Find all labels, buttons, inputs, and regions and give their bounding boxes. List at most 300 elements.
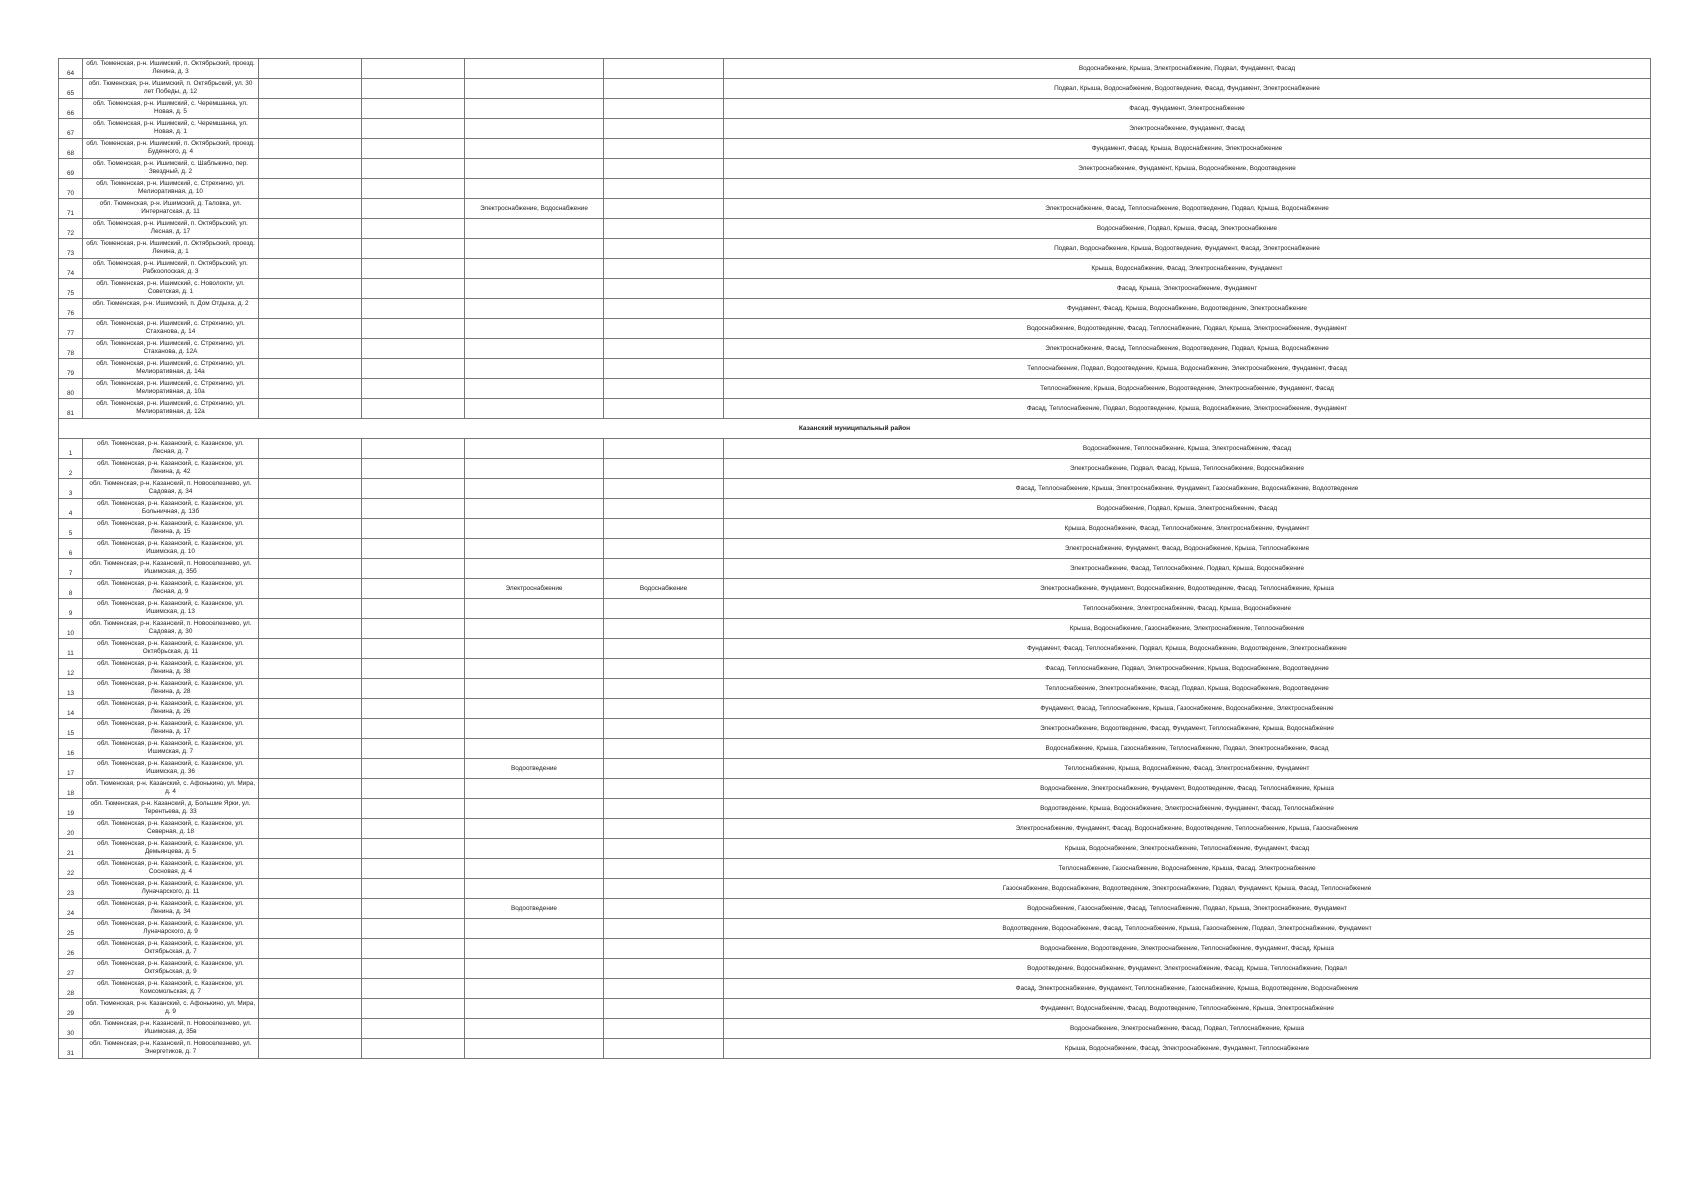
column-6-cell [604,959,724,979]
column-4-cell [362,779,465,799]
column-5-cell [465,959,604,979]
table-row [59,639,1651,659]
column-4-cell [362,899,465,919]
row-number-cell: 13 [59,679,83,699]
column-4-cell [362,939,465,959]
column-3-cell [259,159,362,179]
address-cell: обл. Тюменская, р-н. Казанский, с. Казанское, ул. Комсомольская, д. 7 [83,979,259,999]
column-4-cell [362,539,465,559]
column-6-cell [604,99,724,119]
column-3-cell [259,999,362,1019]
table-row [59,79,1651,99]
column-4-cell [362,339,465,359]
document-page [58,58,1650,1059]
column-3-cell [259,439,362,459]
address-cell: обл. Тюменская, р-н. Ишимский, п. Октябрьский, проезд. Ленина, д. 1 [83,239,259,259]
works-list-cell: Электроснабжение, Фундамент, Фасад [724,119,1651,139]
column-6-cell [604,979,724,999]
table-row [59,559,1651,579]
row-number-cell: 69 [59,159,83,179]
column-4-cell [362,179,465,199]
column-3-cell [259,739,362,759]
column-5-cell: Водоотведение [465,759,604,779]
column-5-cell [465,839,604,859]
column-6-cell [604,479,724,499]
column-3-cell [259,119,362,139]
column-5-cell [465,1039,604,1059]
works-list-cell: Фасад, Электроснабжение, Фундамент, Теплоснабжение, Газоснабжение, Крыша, Водоотведение, Водоснабжение [724,979,1651,999]
address-cell: обл. Тюменская, р-н. Казанский, с. Казанское, ул. Ленина, д. 26 [83,699,259,719]
column-6-cell [604,499,724,519]
address-cell: обл. Тюменская, р-н. Казанский, с. Казанское, ул. Больничная, д. 13б [83,499,259,519]
table-row [59,919,1651,939]
row-number-cell: 73 [59,239,83,259]
column-5-cell [465,339,604,359]
column-6-cell [604,719,724,739]
column-3-cell [259,359,362,379]
column-3-cell [259,539,362,559]
section-title: Казанский муниципальный район [59,419,1651,439]
column-5-cell [465,79,604,99]
row-number-cell: 8 [59,579,83,599]
table-row [59,999,1651,1019]
row-number-cell: 30 [59,1019,83,1039]
column-4-cell [362,259,465,279]
works-list-cell: Фасад, Теплоснабжение, Крыша, Электроснабжение, Фундамент, Газоснабжение, Водоснабжение, Водоотведение [724,479,1651,499]
row-number-cell: 67 [59,119,83,139]
works-list-cell: Водоснабжение, Водоотведение, Фасад, Теплоснабжение, Подвал, Крыша, Электроснабжение, Фундамент [724,319,1651,339]
column-3-cell [259,99,362,119]
column-5-cell [465,999,604,1019]
column-6-cell [604,1039,724,1059]
works-list-cell: Фундамент, Фасад, Теплоснабжение, Крыша, Газоснабжение, Водоснабжение, Электроснабжение [724,699,1651,719]
column-3-cell [259,279,362,299]
address-cell: обл. Тюменская, р-н. Казанский, с. Казанское, ул. Лесная, д. 7 [83,439,259,459]
column-5-cell [465,219,604,239]
column-5-cell [465,919,604,939]
works-list-cell: Электроснабжение, Подвал, Фасад, Крыша, Теплоснабжение, Водоснабжение [724,459,1651,479]
column-4-cell [362,159,465,179]
works-list-cell: Фасад, Фундамент, Электроснабжение [724,99,1651,119]
works-list-cell: Водоотведение, Крыша, Водоснабжение, Электроснабжение, Фундамент, Фасад, Теплоснабжение [724,799,1651,819]
column-4-cell [362,1019,465,1039]
address-cell: обл. Тюменская, р-н. Ишимский, с. Стрехнино, ул. Мелиоративная, д. 14а [83,359,259,379]
column-4-cell [362,519,465,539]
row-number-cell: 75 [59,279,83,299]
table-row [59,979,1651,999]
address-cell: обл. Тюменская, р-н. Ишимский, с. Стрехнино, ул. Мелиоративная, д. 12а [83,399,259,419]
table-row [59,959,1651,979]
works-list-cell: Электроснабжение, Фундамент, Фасад, Водоснабжение, Водоотведение, Теплоснабжение, Крыша, Газоснабжение [724,819,1651,839]
column-3-cell [259,719,362,739]
column-5-cell [465,59,604,79]
address-cell: обл. Тюменская, р-н. Казанский, с. Казанское, ул. Ишимская, д. 10 [83,539,259,559]
works-list-cell: Водоснабжение, Крыша, Газоснабжение, Теплоснабжение, Подвал, Электроснабжение, Фасад [724,739,1651,759]
table-row [59,259,1651,279]
column-5-cell [465,599,604,619]
column-6-cell [604,739,724,759]
column-5-cell [465,239,604,259]
table-row [59,799,1651,819]
row-number-cell: 71 [59,199,83,219]
column-3-cell [259,339,362,359]
table-row [59,359,1651,379]
works-list-cell: Крыша, Водоснабжение, Газоснабжение, Электроснабжение, Теплоснабжение [724,619,1651,639]
works-list-cell: Водоснабжение, Подвал, Крыша, Фасад, Электроснабжение [724,219,1651,239]
column-5-cell [465,459,604,479]
address-cell: обл. Тюменская, р-н. Казанский, с. Казанское, ул. Ленина, д. 42 [83,459,259,479]
column-3-cell [259,579,362,599]
column-4-cell [362,979,465,999]
works-list-cell: Электроснабжение, Фундамент, Крыша, Водоснабжение, Водоотведение [724,159,1651,179]
column-4-cell [362,279,465,299]
table-row [59,219,1651,239]
column-3-cell [259,899,362,919]
column-3-cell [259,1039,362,1059]
column-6-cell [604,639,724,659]
column-3-cell [259,59,362,79]
column-6-cell [604,139,724,159]
table-row [59,119,1651,139]
column-5-cell: Электроснабжение [465,579,604,599]
column-3-cell [259,1019,362,1039]
address-cell: обл. Тюменская, р-н. Казанский, с. Афонькино, ул. Мира, д. 4 [83,779,259,799]
works-list-cell: Теплоснабжение, Газоснабжение, Водоснабжение, Крыша, Фасад, Электроснабжение [724,859,1651,879]
row-number-cell: 25 [59,919,83,939]
column-6-cell [604,519,724,539]
row-number-cell: 10 [59,619,83,639]
row-number-cell: 68 [59,139,83,159]
column-5-cell [465,859,604,879]
address-cell: обл. Тюменская, р-н. Казанский, п. Новоселезнево, ул. Энергетиков, д. 7 [83,1039,259,1059]
works-list-cell: Электроснабжение, Фундамент, Водоснабжение, Водоотведение, Фасад, Теплоснабжение, Крыша [724,579,1651,599]
column-5-cell [465,819,604,839]
table-row [59,679,1651,699]
table-row [59,579,1651,599]
row-number-cell: 21 [59,839,83,859]
address-cell: обл. Тюменская, р-н. Казанский, с. Казанское, ул. Сосновая, д. 4 [83,859,259,879]
works-list-cell: Крыша, Водоснабжение, Фасад, Теплоснабжение, Электроснабжение, Фундамент [724,519,1651,539]
works-list-cell: Крыша, Водоснабжение, Фасад, Электроснабжение, Фундамент, Теплоснабжение [724,1039,1651,1059]
column-6-cell [604,999,724,1019]
row-number-cell: 2 [59,459,83,479]
column-3-cell [259,379,362,399]
row-number-cell: 9 [59,599,83,619]
column-6-cell [604,119,724,139]
column-4-cell [362,759,465,779]
column-5-cell [465,499,604,519]
column-3-cell [259,139,362,159]
column-5-cell [465,539,604,559]
table-row [59,279,1651,299]
column-6-cell [604,219,724,239]
column-4-cell [362,599,465,619]
column-6-cell [604,359,724,379]
table-row [59,539,1651,559]
column-3-cell [259,459,362,479]
row-number-cell: 65 [59,79,83,99]
section-header-row [59,419,1651,439]
address-cell: обл. Тюменская, р-н. Казанский, с. Казанское, ул. Ишимская, д. 36 [83,759,259,779]
works-list-cell: Фундамент, Фасад, Крыша, Водоснабжение, Электроснабжение [724,139,1651,159]
table-body [59,59,1651,1059]
column-4-cell [362,479,465,499]
column-5-cell [465,679,604,699]
column-3-cell [259,919,362,939]
column-4-cell [362,139,465,159]
column-6-cell [604,619,724,639]
works-list-cell: Электроснабжение, Водоотведение, Фасад, Фундамент, Теплоснабжение, Крыша, Водоснабжение [724,719,1651,739]
row-number-cell: 1 [59,439,83,459]
column-5-cell [465,879,604,899]
table-row [59,499,1651,519]
address-cell: обл. Тюменская, р-н. Казанский, с. Казанское, ул. Лесная, д. 9 [83,579,259,599]
column-4-cell [362,799,465,819]
row-number-cell: 27 [59,959,83,979]
row-number-cell: 72 [59,219,83,239]
row-number-cell: 22 [59,859,83,879]
column-6-cell [604,459,724,479]
column-3-cell [259,959,362,979]
works-list-cell: Фасад, Крыша, Электроснабжение, Фундамент [724,279,1651,299]
table-row [59,99,1651,119]
works-list-cell: Теплоснабжение, Подвал, Водоотведение, Крыша, Водоснабжение, Электроснабжение, Фундамент, Фасад [724,359,1651,379]
column-5-cell [465,619,604,639]
address-cell: обл. Тюменская, р-н. Ишимский, с. Стрехнино, ул. Стаханова, д. 12А [83,339,259,359]
column-5-cell [465,179,604,199]
column-5-cell [465,139,604,159]
works-list-cell: Фундамент, Фасад, Крыша, Водоснабжение, Водоотведение, Электроснабжение [724,299,1651,319]
row-number-cell: 66 [59,99,83,119]
column-3-cell [259,299,362,319]
column-6-cell [604,879,724,899]
address-cell: обл. Тюменская, р-н. Казанский, п. Новоселезнево, ул. Ишимская, д. 35б [83,559,259,579]
works-list-cell: Газоснабжение, Водоснабжение, Водоотведение, Электроснабжение, Подвал, Фундамент, Крыша, Фасад, Теплоснабжение [724,879,1651,899]
works-list-cell: Подвал, Крыша, Водоснабжение, Водоотведение, Фасад, Фундамент, Электроснабжение [724,79,1651,99]
address-cell: обл. Тюменская, р-н. Казанский, п. Новоселезнево, ул. Ишимская, д. 35в [83,1019,259,1039]
row-number-cell: 76 [59,299,83,319]
address-cell: обл. Тюменская, р-н. Ишимский, с. Шаблыкино, пер. Звездный, д. 2 [83,159,259,179]
column-3-cell [259,859,362,879]
column-3-cell [259,239,362,259]
column-3-cell [259,219,362,239]
table-row [59,899,1651,919]
column-6-cell [604,319,724,339]
table-row [59,159,1651,179]
works-list-cell: Подвал, Водоснабжение, Крыша, Водоотведение, Фундамент, Фасад, Электроснабжение [724,239,1651,259]
row-number-cell: 11 [59,639,83,659]
works-list-cell: Теплоснабжение, Электроснабжение, Фасад, Крыша, Водоснабжение [724,599,1651,619]
column-5-cell [465,399,604,419]
column-5-cell [465,979,604,999]
column-3-cell [259,519,362,539]
column-6-cell [604,819,724,839]
table-row [59,619,1651,639]
column-6-cell [604,539,724,559]
column-4-cell [362,839,465,859]
row-number-cell: 23 [59,879,83,899]
row-number-cell: 77 [59,319,83,339]
column-6-cell [604,159,724,179]
column-5-cell [465,799,604,819]
table-row [59,879,1651,899]
column-6-cell [604,659,724,679]
column-3-cell [259,179,362,199]
address-cell: обл. Тюменская, р-н. Казанский, с. Казанское, ул. Ленина, д. 38 [83,659,259,679]
works-list-cell: Водоснабжение, Крыша, Электроснабжение, Подвал, Фундамент, Фасад [724,59,1651,79]
column-5-cell [465,1019,604,1039]
column-3-cell [259,839,362,859]
works-list-cell: Крыша, Водоснабжение, Электроснабжение, Теплоснабжение, Фундамент, Фасад [724,839,1651,859]
table-row [59,199,1651,219]
table-row [59,659,1651,679]
works-list-cell: Электроснабжение, Фундамент, Фасад, Водоснабжение, Крыша, Теплоснабжение [724,539,1651,559]
column-3-cell [259,199,362,219]
row-number-cell: 19 [59,799,83,819]
column-4-cell [362,819,465,839]
column-4-cell [362,919,465,939]
repair-works-table [58,58,1651,1059]
column-3-cell [259,879,362,899]
works-list-cell: Водоснабжение, Водоотведение, Электроснабжение, Теплоснабжение, Фундамент, Фасад, Крыша [724,939,1651,959]
column-4-cell [362,639,465,659]
address-cell: обл. Тюменская, р-н. Казанский, п. Новоселезнево, ул. Садовая, д. 34 [83,479,259,499]
table-row [59,759,1651,779]
column-5-cell [465,479,604,499]
column-6-cell [604,339,724,359]
table-row [59,179,1651,199]
column-4-cell [362,299,465,319]
column-6-cell [604,1019,724,1039]
column-5-cell [465,559,604,579]
table-row [59,699,1651,719]
row-number-cell: 14 [59,699,83,719]
table-row [59,719,1651,739]
works-list-cell: Водоснабжение, Теплоснабжение, Крыша, Электроснабжение, Фасад [724,439,1651,459]
column-5-cell [465,359,604,379]
row-number-cell: 28 [59,979,83,999]
works-list-cell: Водоснабжение, Подвал, Крыша, Электроснабжение, Фасад [724,499,1651,519]
column-6-cell [604,939,724,959]
column-4-cell [362,99,465,119]
column-5-cell [465,719,604,739]
table-row [59,59,1651,79]
address-cell: обл. Тюменская, р-н. Казанский, с. Казанское, ул. Ленина, д. 15 [83,519,259,539]
table-row [59,339,1651,359]
works-list-cell: Водоснабжение, Электроснабжение, Фасад, Подвал, Теплоснабжение, Крыша [724,1019,1651,1039]
row-number-cell: 4 [59,499,83,519]
column-6-cell [604,379,724,399]
column-3-cell [259,499,362,519]
works-list-cell: Фундамент, Фасад, Теплоснабжение, Подвал, Крыша, Водоснабжение, Водоотведение, Электроснабжение [724,639,1651,659]
column-5-cell [465,319,604,339]
column-6-cell [604,399,724,419]
column-6-cell [604,439,724,459]
column-3-cell [259,559,362,579]
address-cell: обл. Тюменская, р-н. Ишимский, с. Стрехнино, ул. Мелиоративная, д. 10а [83,379,259,399]
works-list-cell: Фасад, Теплоснабжение, Подвал, Электроснабжение, Крыша, Водоснабжение, Водоотведение [724,659,1651,679]
column-6-cell [604,179,724,199]
works-list-cell: Электроснабжение, Фасад, Теплоснабжение, Водоотведение, Подвал, Крыша, Водоснабжение [724,339,1651,359]
works-list-cell: Водоотведение, Водоснабжение, Фундамент, Электроснабжение, Фасад, Крыша, Теплоснабжение, Подвал [724,959,1651,979]
column-6-cell [604,699,724,719]
address-cell: обл. Тюменская, р-н. Казанский, с. Казанское, ул. Ленина, д. 34 [83,899,259,919]
address-cell: обл. Тюменская, р-н. Казанский, с. Казанское, ул. Ишимская, д. 13 [83,599,259,619]
column-3-cell [259,679,362,699]
column-4-cell [362,459,465,479]
table-row [59,779,1651,799]
column-6-cell [604,839,724,859]
address-cell: обл. Тюменская, р-н. Ишимский, с. Черемшанка, ул. Новая, д. 5 [83,99,259,119]
table-row [59,299,1651,319]
row-number-cell: 70 [59,179,83,199]
column-5-cell [465,639,604,659]
row-number-cell: 20 [59,819,83,839]
column-6-cell [604,779,724,799]
row-number-cell: 15 [59,719,83,739]
table-row [59,859,1651,879]
row-number-cell: 17 [59,759,83,779]
address-cell: обл. Тюменская, р-н. Казанский, с. Казанское, ул. Октябрьская, д. 11 [83,639,259,659]
column-4-cell [362,559,465,579]
column-6-cell [604,279,724,299]
address-cell: обл. Тюменская, р-н. Казанский, с. Казанское, ул. Ленина, д. 17 [83,719,259,739]
column-5-cell [465,519,604,539]
column-5-cell [465,159,604,179]
works-list-cell: Электроснабжение, Фасад, Теплоснабжение, Водоотведение, Подвал, Крыша, Водоснабжение [724,199,1651,219]
address-cell: обл. Тюменская, р-н. Казанский, с. Казанское, ул. Ленина, д. 28 [83,679,259,699]
column-6-cell [604,679,724,699]
column-5-cell [465,659,604,679]
column-4-cell [362,379,465,399]
column-5-cell [465,119,604,139]
column-4-cell [362,119,465,139]
column-6-cell [604,599,724,619]
column-5-cell [465,439,604,459]
address-cell: обл. Тюменская, р-н. Ишимский, п. Октябрьский, ул. Рабкоопоская, д. 3 [83,259,259,279]
column-4-cell [362,739,465,759]
column-3-cell [259,399,362,419]
column-6-cell [604,239,724,259]
column-4-cell [362,219,465,239]
column-4-cell [362,59,465,79]
column-3-cell [259,759,362,779]
column-4-cell [362,719,465,739]
column-3-cell [259,479,362,499]
column-6-cell [604,199,724,219]
row-number-cell: 31 [59,1039,83,1059]
column-3-cell [259,819,362,839]
column-3-cell [259,699,362,719]
table-row [59,1019,1651,1039]
table-row [59,1039,1651,1059]
column-6-cell [604,899,724,919]
address-cell: обл. Тюменская, р-н. Ишимский, с. Черемшанка, ул. Новая, д. 1 [83,119,259,139]
table-row [59,839,1651,859]
address-cell: обл. Тюменская, р-н. Ишимский, п. Октябрьский, ул. 30 лет Победы, д. 12 [83,79,259,99]
table-row [59,319,1651,339]
column-4-cell [362,999,465,1019]
row-number-cell: 5 [59,519,83,539]
table-row [59,459,1651,479]
works-list-cell: Фундамент, Водоснабжение, Фасад, Водоотведение, Теплоснабжение, Крыша, Электроснабжение [724,999,1651,1019]
address-cell: обл. Тюменская, р-н. Ишимский, п. Октябрьский, ул. Лесная, д. 17 [83,219,259,239]
column-4-cell [362,79,465,99]
table-row [59,139,1651,159]
column-4-cell [362,679,465,699]
address-cell: обл. Тюменская, р-н. Ишимский, п. Дом Отдыха, д. 2 [83,299,259,319]
column-4-cell [362,659,465,679]
